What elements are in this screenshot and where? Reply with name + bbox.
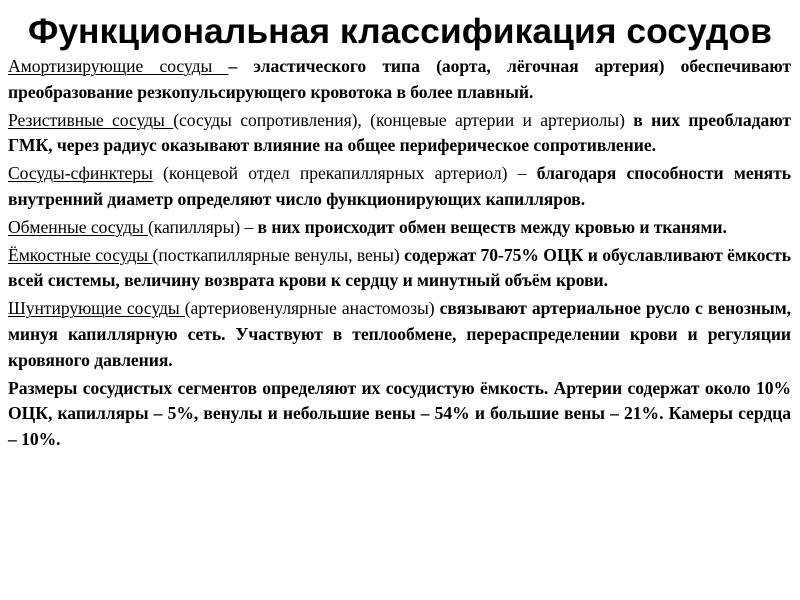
term-sphincter-vessels: Сосуды-сфинктеры [8,163,153,184]
paragraph-sphincter-vessels [8,161,791,213]
term-shunting-vessels: Шунтирующие сосуды [8,298,185,319]
paragraph-vessel-capacity [8,376,791,453]
paragraph-text: содержат 70-75% ОЦК и обуславливают ёмкость всей системы, величину возврата крови к сердцу и минутный объём крови. [8,244,792,291]
paragraph-text: в них преобладают ГМК, через радиус оказывают влияние на общее периферическое сопротивление. [8,109,791,156]
paragraph-note: (концевой отдел прекапиллярных артериол) – [152,163,527,184]
term-resistive-vessels: Резистивные сосуды [8,109,174,130]
paragraph-note: (посткапиллярные венулы, вены) [152,244,400,265]
paragraph-text: Размеры сосудистых сегментов определяют их сосудистую ёмкость. Артерии содержат около 10% ОЦК, капилляры – 5%, венулы и небольшие вены – 54% и большие вены – 21%. Камеры сердца – 10%. [8,377,791,450]
paragraph-exchange-vessels [8,215,791,241]
term-capacitive-vessels: Ёмкостные сосуды [8,244,153,265]
term-exchange-vessels: Обменные сосуды [8,216,148,237]
paragraph-capacitive-vessels [8,243,791,295]
paragraph-shunting-vessels [8,296,791,373]
paragraph-resistive-vessels [8,108,791,160]
paragraph-text: связывают артериальное русло с венозным, минуя капиллярную сеть. Участвуют в теплообмене, перераспределении крови и регуляции кровяного давления. [8,298,791,370]
slide-body [8,54,791,455]
slide-title: Функциональная классификация сосудов [28,11,772,51]
paragraph-amortizing-vessels [8,54,791,106]
paragraph-text: благодаря способности менять внутренний диаметр определяют число функционирующих капилляров. [8,163,791,209]
paragraph-note: (артериовенулярные анастомозы) [184,298,435,319]
paragraph-text: – эластического типа (аорта, лёгочная артерия) обеспечивают преобразование резкопульсирующего кровотока в более плавный. [8,56,791,102]
paragraph-note: (сосуды сопротивления), (концевые артерии и артериолы) [173,109,625,130]
paragraph-note: (капилляры) – [147,216,254,237]
paragraph-text: в них происходит обмен веществ между кровью и тканями. [253,216,727,237]
term-amortizing-vessels: Амортизирующие сосуды [8,56,229,76]
